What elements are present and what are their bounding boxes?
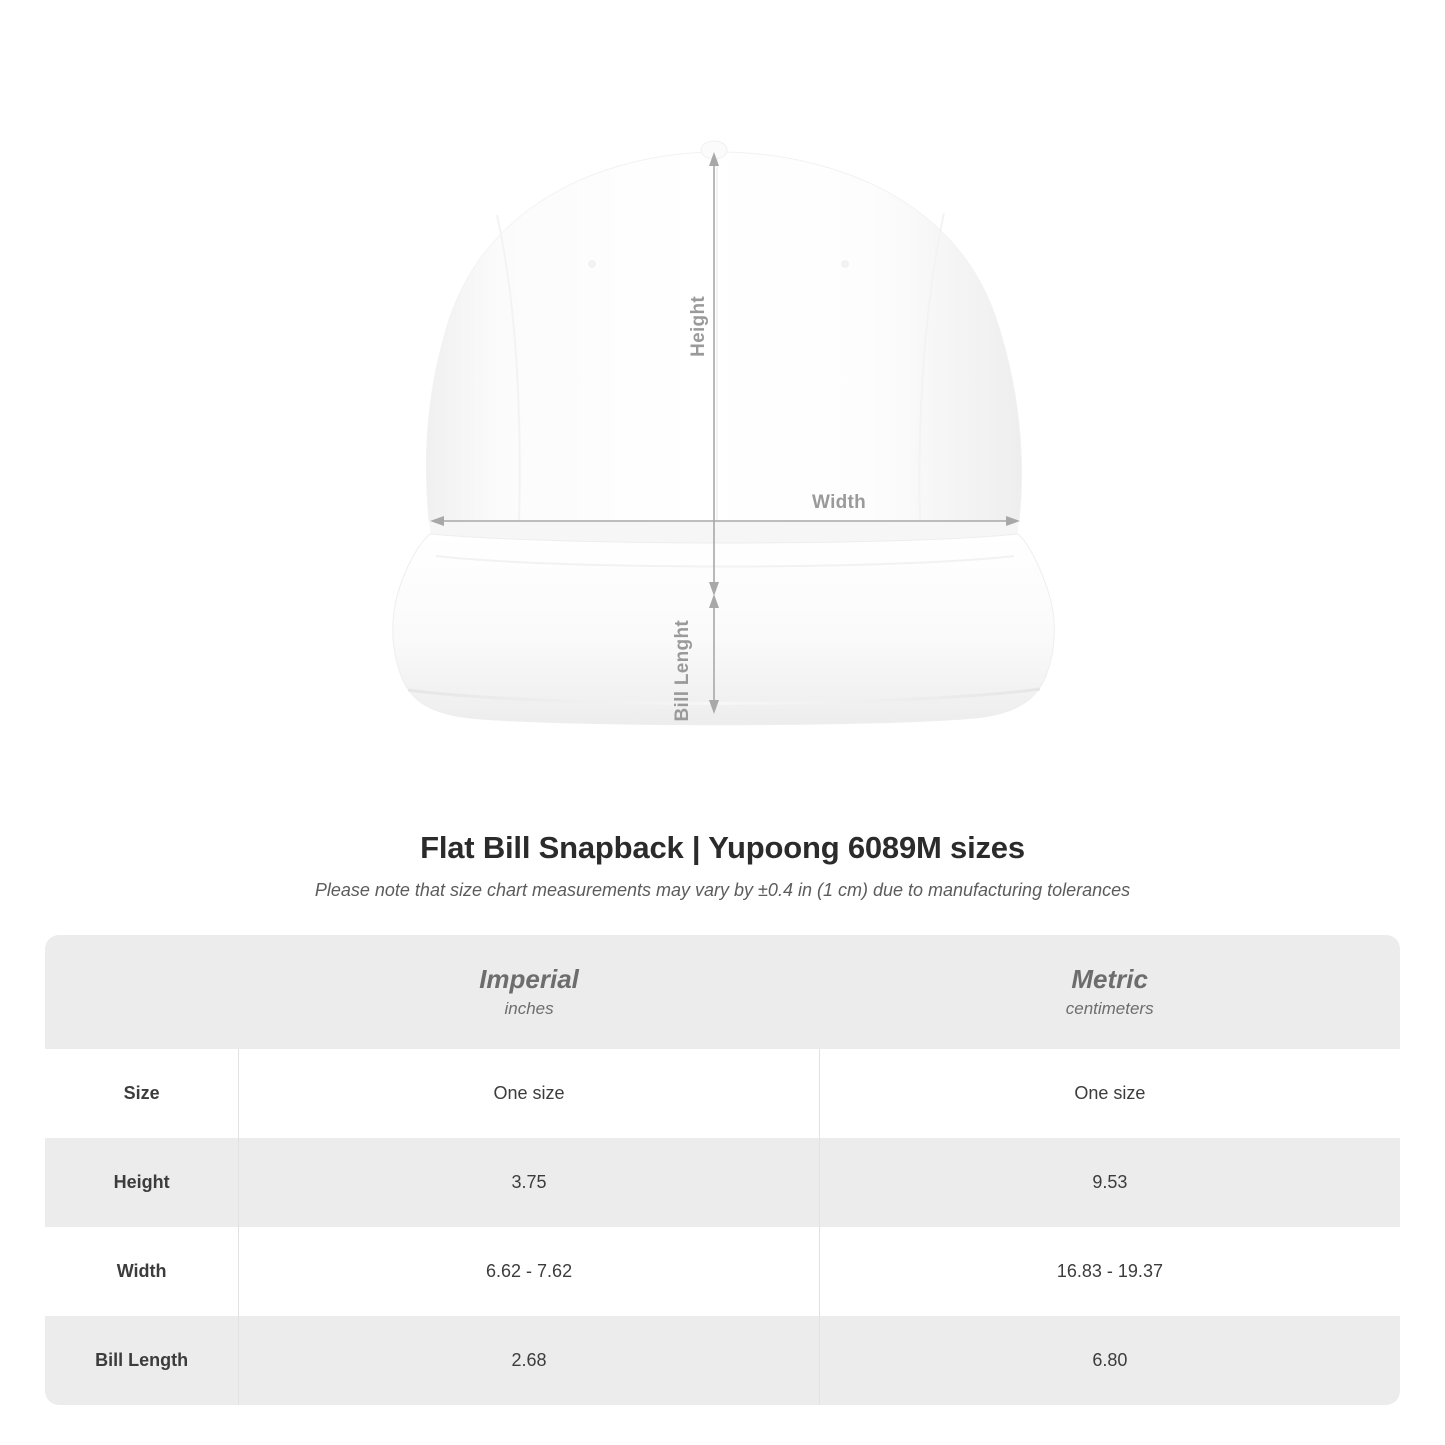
row-metric-value: 6.80 <box>819 1316 1400 1405</box>
table-body <box>45 1049 1400 1405</box>
row-imperial-value: One size <box>239 1049 820 1138</box>
table-row <box>45 1138 1400 1227</box>
header-imperial-unit: inches <box>504 999 554 1019</box>
bill-length-line-1: Bill <box>672 690 693 722</box>
row-imperial-value: 3.75 <box>239 1138 820 1227</box>
title-block <box>0 830 1445 901</box>
row-metric-value: 9.53 <box>819 1138 1400 1227</box>
row-label: Width <box>45 1227 239 1316</box>
row-label: Size <box>45 1049 239 1138</box>
header-metric <box>819 935 1400 1049</box>
table-row <box>45 1316 1400 1405</box>
size-chart-table <box>45 935 1400 1405</box>
table-row <box>45 1227 1400 1316</box>
height-dimension-label: Height <box>688 296 709 357</box>
row-imperial-value: 6.62 - 7.62 <box>239 1227 820 1316</box>
row-label: Height <box>45 1138 239 1227</box>
size-chart-table-wrap <box>45 935 1400 1405</box>
header-imperial-system: Imperial <box>479 963 579 994</box>
header-imperial <box>239 935 820 1049</box>
header-blank <box>45 935 239 1049</box>
bill-length-line-2: Lenght <box>672 620 693 686</box>
table-row <box>45 1049 1400 1138</box>
header-metric-system: Metric <box>1071 963 1148 994</box>
width-dimension-label: Width <box>812 492 867 513</box>
tolerance-note: Please note that size chart measurements may vary by ±0.4 in (1 cm) due to manufacturing tolerances <box>314 880 1131 900</box>
row-imperial-value: 2.68 <box>239 1316 820 1405</box>
row-metric-value: One size <box>819 1049 1400 1138</box>
bill-length-dimension-label <box>672 620 694 721</box>
header-metric-unit: centimeters <box>1065 999 1154 1019</box>
table-header-row <box>45 935 1400 1049</box>
row-metric-value: 16.83 - 19.37 <box>819 1227 1400 1316</box>
page-title: Flat Bill Snapback | Yupoong 6089M sizes <box>420 830 1025 865</box>
table-header <box>45 935 1400 1049</box>
row-label: Bill Length <box>45 1316 239 1405</box>
